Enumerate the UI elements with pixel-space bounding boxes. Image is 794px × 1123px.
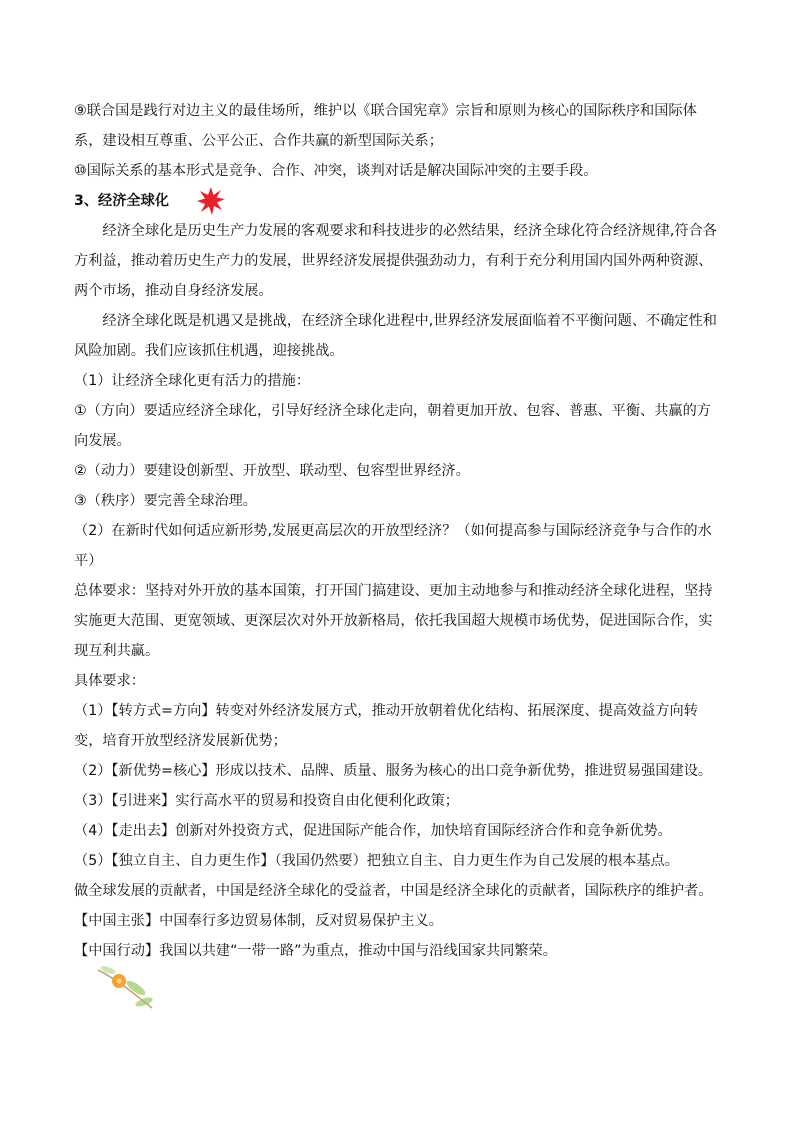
- specific-item-1: （1）【转方式=方向】转变对外经济发展方式，推动开放朝着优化结构、拓展深度、提高效益方向转变，培育开放型经济发展新优势；: [74, 703, 698, 749]
- china-claim: 【中国主张】中国奉行多边贸易体制，反对贸易保护主义。: [74, 913, 443, 929]
- contributor-statement: 做全球发展的贡献者，中国是经济全球化的受益者，中国是经济全球化的贡献者，国际秩序的维护者。: [74, 883, 713, 899]
- overall-requirement: 总体要求：坚持对外开放的基本国策，打开国门搞建设、更加主动地参与和推动经济全球化进程，坚持实施更大范围、更宽领域、更深层次对外开放新格局，依托我国超大规模市场优势，促进国际合作，实现互利共赢。: [74, 583, 713, 659]
- red-starburst-icon: [197, 187, 225, 215]
- question-2: （2）在新时代如何适应新形势,发展更高层次的开放型经济？（如何提高参与国际经济竞争与合作的水平）: [74, 523, 712, 569]
- measure-3: ③（秩序）要完善全球治理。: [74, 493, 257, 509]
- measure-2: ②（动力）要建设创新型、开放型、联动型、包容型世界经济。: [74, 463, 470, 479]
- specific-item-4: （4）【走出去】创新对外投资方式，促进国际产能合作，加快培育国际经济合作和竞争新优势。: [74, 823, 672, 839]
- measure-1: ①（方向）要适应经济全球化，引导好经济全球化走向，朝着更加开放、包容、普惠、平衡、共赢的方向发展。: [74, 403, 711, 449]
- document-content: [74, 96, 724, 966]
- paragraph-globalization-1: 经济全球化是历史生产力发展的客观要求和科技进步的必然结果，经济全球化符合经济规律,符合各方利益，推动着历史生产力的发展，世界经济发展提供强劲动力，有利于充分利用国内国外两种资源、两个市场，推动自身经济发展。: [74, 223, 717, 299]
- section-heading-row: [74, 186, 724, 216]
- paragraph-globalization-2: 经济全球化既是机遇又是挑战，在经济全球化进程中,世界经济发展面临着不平衡问题、不确定性和风险加剧。我们应该抓住机遇，迎接挑战。: [74, 313, 717, 359]
- specific-item-3: （3）【引进来】实行高水平的贸易和投资自由化便利化政策；: [74, 793, 459, 809]
- list-item-10: ⑩国际关系的基本形式是竞争、合作、冲突，谈判对话是解决国际冲突的主要手段。: [74, 163, 598, 179]
- specific-item-5: （5）【独立自主、自力更生作】（我国仍然要）把独立自主、自力更生作为自己发展的根本基点。: [74, 853, 679, 869]
- question-1: （1）让经济全球化更有活力的措施：: [74, 373, 311, 389]
- flower-branch-icon: [96, 964, 156, 1012]
- section-title: 3、经济全球化: [74, 193, 169, 209]
- specific-requirement-label: 具体要求：: [74, 673, 145, 689]
- specific-item-2: （2）【新优势=核心】形成以技术、品牌、质量、服务为核心的出口竞争新优势，推进贸易强国建设。: [74, 763, 713, 779]
- china-action: 【中国行动】我国以共建“一带一路”为重点，推动中国与沿线国家共同繁荣。: [74, 943, 557, 959]
- list-item-9: ⑨联合国是践行对边主义的最佳场所，维护以《联合国宪章》宗旨和原则为核心的国际秩序和国际体系，建设相互尊重、公平公正、合作共赢的新型国际关系；: [74, 103, 697, 149]
